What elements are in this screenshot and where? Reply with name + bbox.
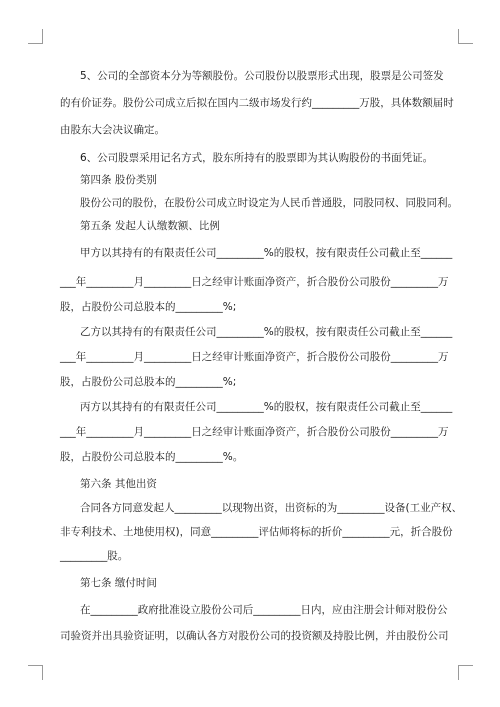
document-page: [60, 0, 463, 707]
text-line-art5-p5-l2: 的有价证券。股份公司成立后拟在国内二级市场发行约_________万股，具体数额届时: [60, 97, 454, 109]
crop-mark-top-right: [458, 29, 473, 44]
text-line-bing-l2: ___年_________月_________日之经审计账面净资产，折合股份公司股份_________万: [60, 426, 449, 438]
text-line-art5-p5-l1: 5、公司的全部资本分为等额股份。公司股份以股票形式出现，股票是公司签发: [80, 70, 444, 82]
text-line-yi-l2: ___年_________月_________日之经审计账面净资产，折合股份公司股份_________万: [60, 351, 449, 363]
text-line-jia-l1: 甲方以其持有的有限责任公司_________%的股权，按有限责任公司截止至______: [80, 247, 453, 259]
text-line-art6-l1: 合同各方同意发起人_________以现物出资，出资标的为_________设备(工业产权、: [80, 502, 463, 514]
text-line-art7-l2: 司验资并出具验资证明，以确认各方对股份公司的投资额及持股比例，并由股份公司: [60, 630, 449, 642]
article-4-heading: 第四条 股份类别: [80, 174, 157, 186]
text-line-art6-l2: 非专利技术、土地使用权)，同意_________评估师将标的折价_________元，折合股份: [60, 526, 453, 538]
text-line-bing-l1: 丙方以其持有的有限责任公司_________%的股权，按有限责任公司截止至______: [80, 401, 453, 413]
text-line-yi-l1: 乙方以其持有的有限责任公司_________%的股权，按有限责任公司截止至______: [80, 326, 453, 338]
text-line-bing-l3: 股，占股份公司总股本的_________%。: [60, 451, 244, 463]
article-5-heading: 第五条 发起人认缴数额、比例: [80, 220, 220, 232]
text-line-jia-l3: 股，占股份公司总股本的_________%;: [60, 301, 237, 313]
text-line-art5-p5-l3: 由股东大会决议确定。: [60, 124, 165, 136]
text-line-yi-l3: 股，占股份公司总股本的_________%;: [60, 376, 237, 388]
crop-mark-bottom-left: [28, 665, 43, 680]
text-line-jia-l2: ___年_________月_________日之经审计账面净资产，折合股份公司股份_________万: [60, 276, 449, 288]
text-line-art7-l1: 在_________政府批准设立股份公司后_________日内，应由注册会计师对股份公: [80, 604, 448, 616]
article-6-heading: 第六条 其他出资: [80, 478, 157, 490]
article-7-heading: 第七条 缴付时间: [80, 577, 157, 589]
crop-mark-bottom-right: [458, 665, 473, 680]
crop-mark-top-left: [28, 29, 43, 44]
text-line-art6-l3: _________股。: [60, 550, 129, 562]
text-line-art4-l1: 股份公司的股份，在股份公司成立时设定为人民币普通股，同股同权、同股同利。: [80, 197, 458, 209]
text-line-art5-p6-l1: 6、公司股票采用记名方式，股东所持有的股票即为其认购股份的书面凭证。: [80, 152, 434, 164]
